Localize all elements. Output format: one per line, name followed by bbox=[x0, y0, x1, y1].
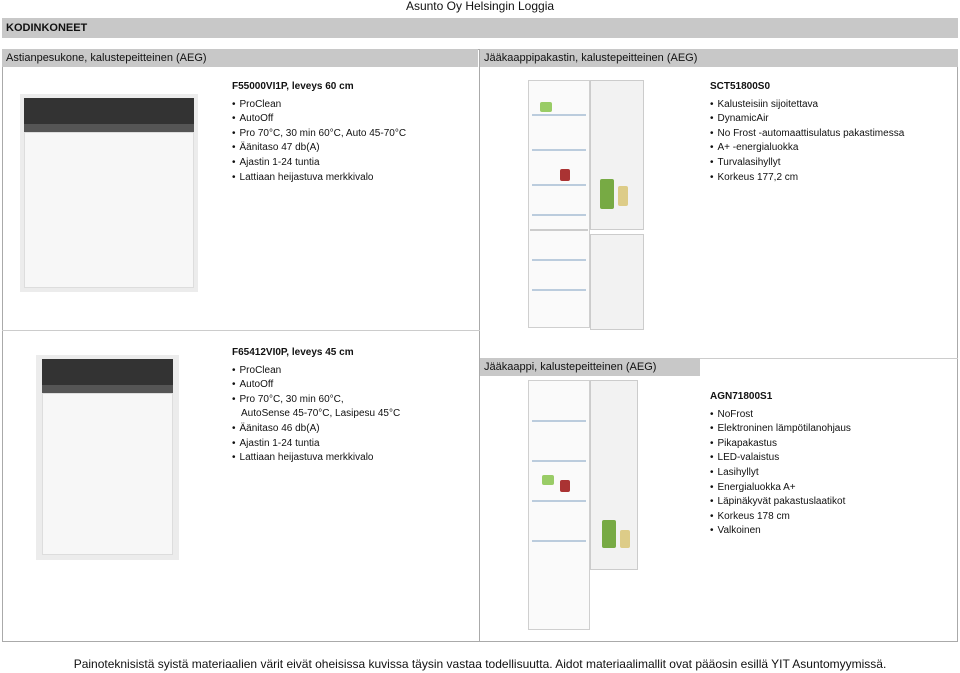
feature: • Äänitaso 46 db(A) bbox=[232, 422, 472, 437]
feature: • Pikapakastus bbox=[710, 437, 955, 452]
category-fridge-freezer: Jääkaappipakastin, kalustepeitteinen (AEG) bbox=[480, 49, 958, 67]
feature: • Läpinäkyvät pakastuslaatikot bbox=[710, 495, 955, 510]
feature: • Korkeus 178 cm bbox=[710, 510, 955, 525]
dishwasher-60-specs bbox=[232, 80, 472, 185]
feature: • Kalusteisiin sijoitettava bbox=[710, 98, 955, 113]
feature: • Lasihyllyt bbox=[710, 466, 955, 481]
feature: AutoSense 45-70°C, Lasipesu 45°C bbox=[241, 408, 401, 420]
dishwasher-45-specs bbox=[232, 346, 472, 466]
feature: • No Frost -automaattisulatus pakastimessa bbox=[710, 127, 955, 142]
feature: • AutoOff bbox=[232, 378, 472, 393]
row-divider-left bbox=[2, 330, 480, 331]
product-name: AGN71800S1 bbox=[710, 391, 773, 402]
feature: • Turvalasihyllyt bbox=[710, 156, 955, 171]
dishwasher-45-image bbox=[36, 355, 179, 560]
feature: • Energialuokka A+ bbox=[710, 481, 955, 496]
feature: • Ajastin 1-24 tuntia bbox=[232, 156, 472, 171]
feature: • DynamicAir bbox=[710, 112, 955, 127]
feature: • LED-valaistus bbox=[710, 451, 955, 466]
category-fridge: Jääkaappi, kalustepeitteinen (AEG) bbox=[480, 358, 700, 376]
product-name: F65412VI0P, leveys 45 cm bbox=[232, 347, 354, 358]
fridge-freezer-specs bbox=[710, 80, 955, 185]
feature: • Valkoinen bbox=[710, 524, 955, 539]
feature: • ProClean bbox=[232, 98, 472, 113]
section-title: KODINKONEET bbox=[2, 18, 958, 38]
column-divider bbox=[479, 49, 480, 642]
footer-disclaimer: Painoteknisistä syistä materiaalien värit eivät oheisissa kuvissa täysin vastaa todellisuutta. Aidot materiaalimallit ovat pääosin esillä YIT Asuntomyymissä. bbox=[73, 657, 887, 671]
feature: • Lattiaan heijastuva merkkivalo bbox=[232, 451, 472, 466]
fridge-image bbox=[520, 380, 650, 638]
feature: • Äänitaso 47 db(A) bbox=[232, 141, 472, 156]
fridge-specs bbox=[710, 390, 955, 539]
feature: • Ajastin 1-24 tuntia bbox=[232, 437, 472, 452]
category-dishwasher: Astianpesukone, kalustepeitteinen (AEG) bbox=[2, 49, 478, 67]
feature: • Elektroninen lämpötilanohjaus bbox=[710, 422, 955, 437]
row-divider-right bbox=[700, 358, 958, 359]
dishwasher-60-image bbox=[20, 94, 198, 292]
feature: • Pro 70°C, 30 min 60°C, Auto 45-70°C bbox=[232, 127, 472, 142]
product-name: SCT51800S0 bbox=[710, 81, 771, 92]
feature: • Pro 70°C, 30 min 60°C, bbox=[232, 393, 472, 408]
feature: • NoFrost bbox=[710, 408, 955, 423]
product-name: F55000VI1P, leveys 60 cm bbox=[232, 81, 354, 92]
document-title: Asunto Oy Helsingin Loggia bbox=[405, 0, 555, 13]
feature: • ProClean bbox=[232, 364, 472, 379]
feature: • Lattiaan heijastuva merkkivalo bbox=[232, 171, 472, 186]
feature: • AutoOff bbox=[232, 112, 472, 127]
feature: • Korkeus 177,2 cm bbox=[710, 171, 955, 186]
fridge-freezer-image bbox=[520, 74, 650, 332]
feature: • A+ -energialuokka bbox=[710, 141, 955, 156]
